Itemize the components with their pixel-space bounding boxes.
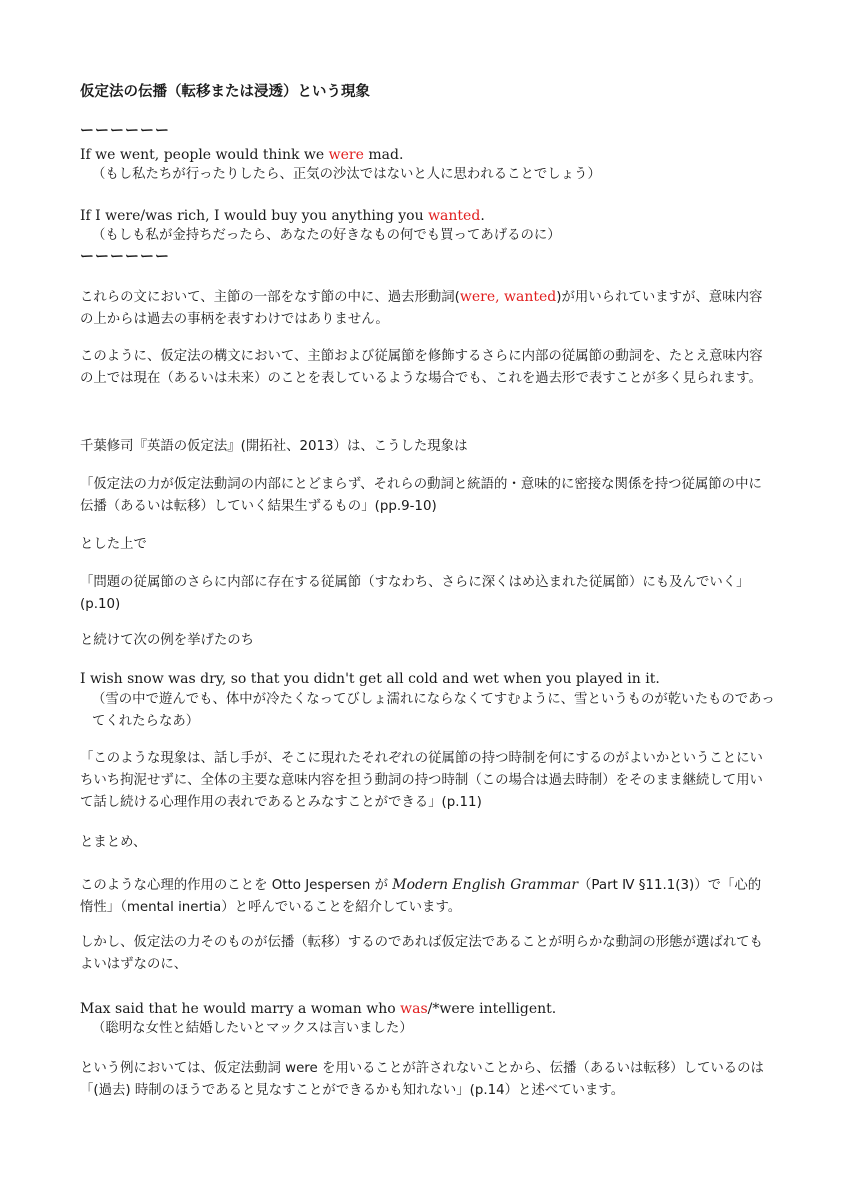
quote-2: 「問題の従属節のさらに内部に存在する従属節（すなわち、さらに深くはめ込まれた従属節）にも及んでいく」(p.10) [80,575,750,612]
example-2-english [80,205,770,227]
paragraph-7 [80,874,770,919]
example-3-japanese: （雪の中で遊んでも、体中が冷たくなってびしょ濡れにならなくてすむように、雪というものが乾いたものであってくれたらなあ） [92,692,775,729]
book-title: Modern English Grammar [392,877,579,893]
paragraph-7-text: このような心理的作用のことを Otto Jespersen が [80,878,393,893]
divider-bottom: ーーーーーー [80,249,170,265]
paragraph-3: 千葉修司『英語の仮定法』(開拓社、2013）は、こうした現象は [80,439,468,454]
example-2-text-end: . [480,208,485,224]
paragraph-1-text-end: )が用いられていますが、意味内容の上からは過去の事柄を表すわけではありません。 [80,290,763,327]
quote-1: 「仮定法の力が仮定法動詞の内部にとどまらず、それらの動詞と統語的・意味的に密接な関係を持つ従属節の中に伝播（あるいは転移）していく結果生ずるもの」(pp.9-10) [80,477,762,514]
example-2-japanese: （もしも私が金持ちだったら、あなたの好きなもの何でも買ってあげるのに） [92,228,561,243]
example-1-japanese: （もし私たちが行ったりしたら、正気の沙汰ではないと人に思われることでしょう） [92,167,601,182]
divider-top: ーーーーーー [80,123,170,139]
example-4-japanese: （聡明な女性と結婚したいとマックスは言いました） [92,1021,413,1036]
paragraph-1-text: これらの文において、主節の一部をなす節の中に、過去形動詞( [80,290,460,305]
example-1-text-end: mad. [363,147,404,163]
example-1-english [80,144,770,166]
example-4-highlight: was [400,1001,428,1017]
paragraph-6: とまとめ、 [80,835,147,850]
example-3-english: I wish snow was dry, so that you didn't get all cold and wet when you played in it. [80,671,660,687]
paragraph-5: と続けて次の例を挙げたのち [80,633,255,648]
document-title: 仮定法の伝播（転移または浸透）という現象 [80,84,370,100]
paragraph-8: しかし、仮定法の力そのものが伝播（転移）するのであれば仮定法であることが明らかな動詞の形態が選ばれてもよいはずなのに、 [80,935,763,972]
paragraph-4: とした上で [80,537,147,552]
quote-3: 「このような現象は、話し手が、そこに現れたそれぞれの従属節の持つ時制を何にするのがよいかということにいちいち拘泥せずに、全体の主要な意味内容を担う動詞の持つ時制（この場合は過去時制）をそのまま継続して用いて話し続ける心理作用の表れであるとみなすことができる」(p.11) [80,751,763,810]
example-4-english [80,998,770,1020]
paragraph-9: という例においては、仮定法動詞 were を用いることが許されないことから、伝播（あるいは転移）しているのは「(過去) 時制のほうであると見なすことができるかも知れない」(p.14）と述べています。 [80,1061,764,1098]
paragraph-1 [80,286,770,331]
example-1-text: If we went, people would think we [80,147,329,163]
example-4-text-end: /*were intelligent. [427,1001,557,1017]
example-2-highlight: wanted [428,208,481,224]
example-1-highlight: were [328,147,364,163]
example-2-text: If I were/was rich, I would buy you anything you [80,208,429,224]
paragraph-1-highlight: were, wanted [459,289,557,305]
paragraph-2: このように、仮定法の構文において、主節および従属節を修飾するさらに内部の従属節の動詞を、たとえ意味内容の上では現在（あるいは未来）のことを表しているような場合でも、これを過去形で表すことが多く見られます。 [80,349,763,386]
paragraph-7-text-end: （Part Ⅳ §11.1(3)）で「心的惰性」（mental inertia）と呼んでいることを紹介しています。 [80,878,762,915]
example-4-text: Max said that he would marry a woman who [80,1001,401,1017]
